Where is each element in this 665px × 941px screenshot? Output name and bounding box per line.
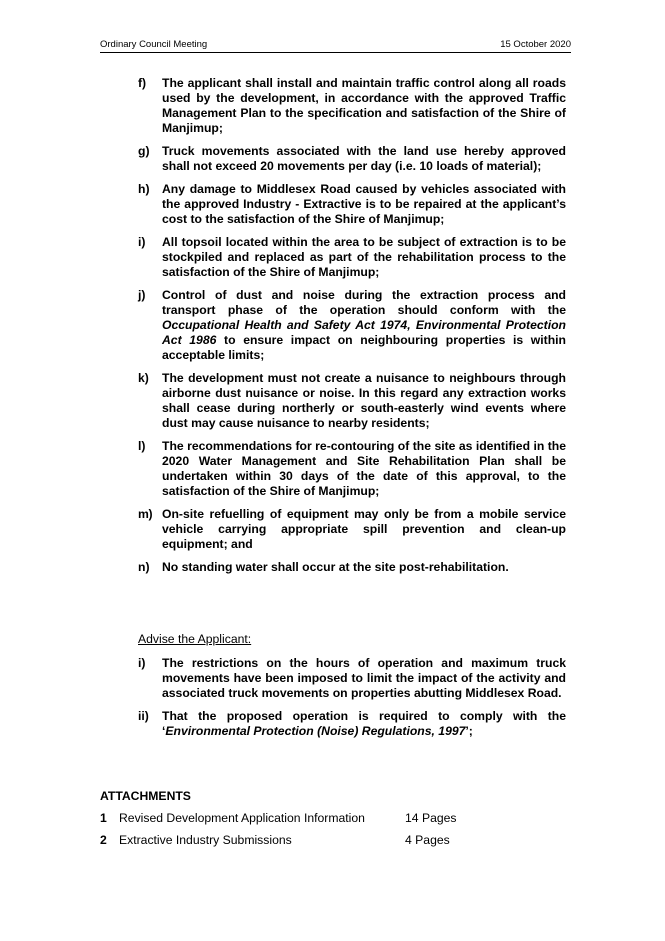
condition-label: l): [138, 439, 146, 453]
advice-label: i): [138, 656, 146, 670]
advice-text-pre: That the proposed operation is required to comply with the ‘: [162, 709, 566, 738]
attachment-number: 1: [100, 811, 107, 825]
condition-n: [138, 560, 566, 575]
condition-m: [138, 507, 566, 552]
condition-text: The development must not create a nuisance to neighbours through airborne dust nuisance or noise. In this regard any extraction works shall cease during northerly or south-easterly wind events where dust may cause nuisance to nearby residents;: [162, 371, 566, 430]
condition-text: The applicant shall install and maintain traffic control along all roads used by the development, in accordance with the approved Traffic Management Plan to the specification and satisfaction of the Shire of Manjimup;: [162, 76, 566, 135]
meeting-name: Ordinary Council Meeting: [100, 39, 208, 50]
condition-f: [138, 76, 566, 136]
condition-text: Truck movements associated with the land use hereby approved shall not exceed 20 movements per day (i.e. 10 loads of material);: [162, 144, 566, 173]
condition-label: i): [138, 235, 146, 249]
advice-text: The restrictions on the hours of operation and maximum truck movements have been imposed to limit the impact of the activity and associated truck movements on properties abutting Middlesex Road.: [162, 656, 566, 700]
advice-item-i: [138, 656, 566, 701]
advice-label: ii): [138, 709, 149, 723]
condition-label: m): [138, 507, 153, 521]
condition-text: On-site refuelling of equipment may only be from a mobile service vehicle carrying appropriate spill prevention and clean-up equipment; and: [162, 507, 566, 551]
condition-h: [138, 182, 566, 227]
condition-text: No standing water shall occur at the site post-rehabilitation.: [162, 560, 509, 574]
page-header: [100, 38, 571, 53]
condition-label: f): [138, 76, 147, 90]
condition-j: [138, 288, 566, 363]
condition-k: [138, 371, 566, 431]
condition-label: n): [138, 560, 150, 574]
condition-i: [138, 235, 566, 280]
condition-label: h): [138, 182, 150, 196]
advise-heading: Advise the Applicant:: [138, 632, 252, 646]
advise-list: [138, 656, 566, 747]
condition-l: [138, 439, 566, 499]
attachment-pages: 4 Pages: [405, 833, 450, 847]
condition-text: All topsoil located within the area to be subject of extraction is to be stockpiled and replaced as part of the rehabilitation process to the satisfaction of the Shire of Manjimup;: [162, 235, 566, 279]
condition-label: j): [138, 288, 146, 302]
attachment-title: Revised Development Application Information: [119, 811, 365, 825]
condition-text: Any damage to Middlesex Road caused by vehicles associated with the approved Industry - Extractive is to be repaired at the applicant’s cost to the satisfaction of the Shire of Manjimup;: [162, 182, 566, 226]
conditions-list: [138, 76, 566, 583]
condition-g: [138, 144, 566, 174]
condition-text: The recommendations for re-contouring of the site as identified in the 2020 Water Management and Site Rehabilitation Plan shall be undertaken within 30 days of the date of this approval, to the satisfaction of the Shire of Manjimup;: [162, 439, 566, 498]
attachment-pages: 14 Pages: [405, 811, 457, 825]
advice-item-ii: [138, 709, 566, 739]
advice-text-post: ’;: [465, 724, 473, 738]
attachment-title: Extractive Industry Submissions: [119, 833, 292, 847]
condition-text-post: to ensure impact on neighbouring properties is within acceptable limits;: [162, 333, 567, 362]
meeting-date: 15 October 2020: [500, 39, 571, 50]
condition-label: k): [138, 371, 149, 385]
legislation-reference: Occupational Health and Safety Act 1974, Environmental Protection Act 1986: [162, 318, 566, 347]
condition-text-pre: Control of dust and noise during the extraction process and transport phase of the operation should conform with the: [162, 288, 566, 317]
regulation-reference: Environmental Protection (Noise) Regulations, 1997: [165, 724, 466, 738]
attachment-number: 2: [100, 833, 107, 847]
condition-label: g): [138, 144, 150, 158]
attachments-heading: ATTACHMENTS: [100, 789, 191, 803]
